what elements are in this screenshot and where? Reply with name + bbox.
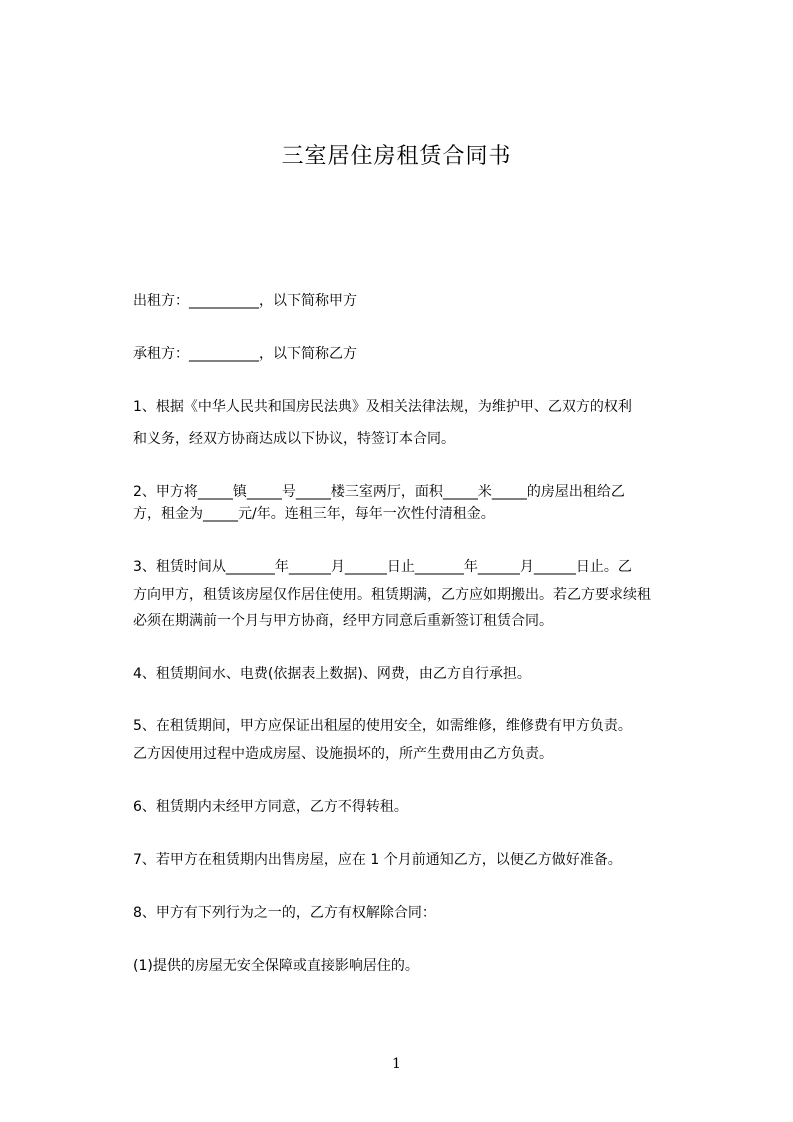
- page-number: 1: [392, 1056, 401, 1072]
- clause-5-line-1: 5、在租赁期间，甲方应保证出租屋的使用安全，如需维修，维修费有甲方负责。: [133, 718, 632, 734]
- clause-6: 6、租赁期内未经甲方同意，乙方不得转租。: [133, 799, 408, 815]
- clause-5-line-2: 乙方因使用过程中造成房屋、设施损坏的，所产生费用由乙方负责。: [133, 746, 553, 762]
- clause-7: 7、若甲方在租赁期内出售房屋，应在 1 个月前通知乙方，以便乙方做好准备。: [133, 852, 622, 868]
- document-title: 三室居住房租赁合同书: [281, 144, 512, 169]
- lessor-line: 出租方：__________，以下简称甲方: [133, 293, 357, 309]
- clause-3-line-2: 方向甲方，租赁该房屋仅作居住使用。租赁期满，乙方应如期搬出。若乙方要求续租: [133, 587, 651, 603]
- clause-4: 4、租赁期间水、电费(依据表上数据)、网费，由乙方自行承担。: [133, 666, 531, 682]
- clause-3-line-3: 必须在期满前一个月与甲方协商，经甲方同意后重新签订租赁合同。: [133, 613, 553, 629]
- clause-1-line-2: 和义务，经双方协商达成以下协议，特签订本合同。: [133, 431, 455, 447]
- clause-1-line-1: 1、根据《中华人民共和国房民法典》及相关法律法规，为维护甲、乙双方的权利: [133, 399, 632, 415]
- clause-8: 8、甲方有下列行为之一的，乙方有权解除合同：: [133, 905, 436, 921]
- clause-2-line-2: 方，租金为_____元/年。连租三年，每年一次性付清租金。: [133, 506, 495, 522]
- lessee-line: 承租方：__________，以下简称乙方: [133, 346, 357, 362]
- clause-2-line-1: 2、甲方将_____镇_____号_____楼三室两厅，面积_____米_____的房屋出租给乙: [133, 484, 625, 500]
- clause-3-line-1: 3、租赁时间从_______年______月______日止_______年______月______日止。乙: [133, 559, 632, 575]
- clause-8-item-1: (1)提供的房屋无安全保障或直接影响居住的。: [133, 958, 419, 974]
